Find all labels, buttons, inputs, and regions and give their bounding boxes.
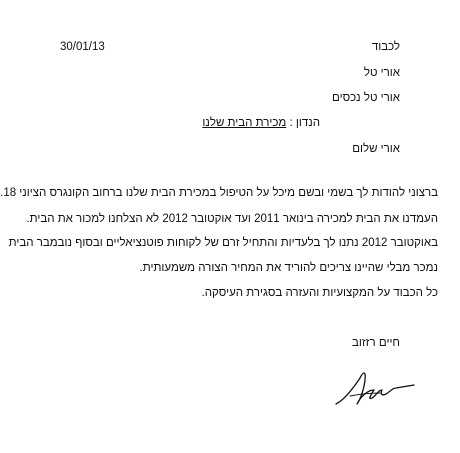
body-line-4: נמכר מבלי שהיינו צריכים להוריד את המחיר הצורה משמעותית. bbox=[139, 262, 438, 274]
subject-label: הנדון : bbox=[289, 117, 320, 129]
letter-date: 30/01/13 bbox=[60, 41, 105, 53]
body-line-3: באוקטובר 2012 נתנו לך בלעדיות והתחיל זרם של לקוחות פוטנציאליים ובסוף נובמבר הבית bbox=[8, 237, 438, 249]
salutation-to: לכבוד bbox=[371, 41, 400, 53]
handwritten-signature-icon bbox=[330, 360, 420, 415]
subject-text: מכירת הבית שלנו bbox=[202, 117, 287, 129]
body-line-5: כל הכבוד על המקצועיות והעזרה בסגירת העיסקה. bbox=[201, 287, 438, 299]
signer-name: חיים רזזוב bbox=[352, 337, 400, 349]
recipient-company: אורי טל נכסים bbox=[332, 92, 400, 104]
subject-line bbox=[202, 116, 320, 130]
greeting: אורי שלום bbox=[352, 143, 400, 155]
recipient-name: אורי טל bbox=[363, 67, 400, 79]
body-line-2: העמדנו את הבית למכירה בינואר 2011 ועד אוקטובר 2012 לא הצלחנו למכור את הבית. bbox=[26, 213, 438, 225]
body-line-1: ברצוני להודות לך בשמי ובשם מיכל על הטיפול במכירת הבית שלנו ברחוב הקונגרס הציוני 18. bbox=[0, 187, 438, 199]
